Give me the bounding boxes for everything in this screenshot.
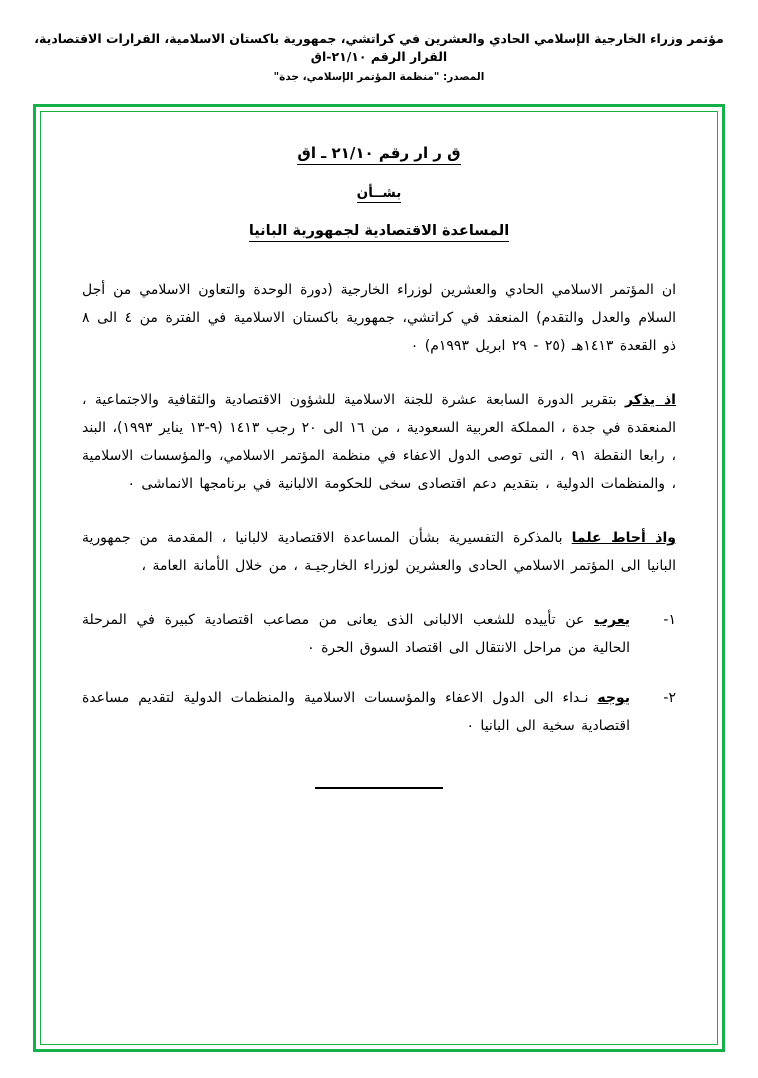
resolution-sub-wrap <box>82 165 676 203</box>
paragraph-1-text: ان المؤتمر الاسلامي الحادي والعشرين لوزراء الخارجية (دورة الوحدة والتعاون الاسلامي من أجل السلام والعدل والتقدم) المنعقد في كراتشي، جمهورية باكستان الاسلامية في الفترة من ٤ الى ٨ ذو القعدة ١٤١٣هـ (٢٥ - ٢٩ ابريل ١٩٩٣م) ٠ <box>82 282 676 354</box>
clause-2-text: نـداء الى الدول الاعفاء والمؤسسات الاسلامية والمنظمات الدولية لتقديم مساعدة اقتصادية سخية الى البانيا ٠ <box>82 690 630 734</box>
clause-1-number: ١- <box>663 612 676 628</box>
resolution-subject: المساعدة الاقتصادية لجمهورية البانيا <box>249 223 509 242</box>
header-source-line: المصدر: "منظمة المؤتمر الإسلامي، جدة" <box>273 71 485 83</box>
clause-item <box>82 684 676 740</box>
clause-2-body <box>82 684 630 740</box>
preamble-paragraph-2 <box>82 386 676 498</box>
clause-2-number: ٢- <box>663 690 676 706</box>
clause-1-text: عن تأييده للشعب الالبانى الذى يعانى من مصاعب اقتصادية كبيرة في المرحلة الحالية من مراحل الانتقال الى اقتصاد السوق الحرة ٠ <box>82 612 630 656</box>
clause-1-body <box>82 606 630 662</box>
end-rule-wrap <box>82 774 676 793</box>
green-border-frame <box>33 104 725 1052</box>
resolution-number-wrap <box>82 143 676 165</box>
title-block <box>82 143 676 242</box>
paragraph-2-text: بتقرير الدورة السابعة عشرة للجنة الاسلامية للشؤون الاقتصادية والثقافية والاجتماعية ، المنعقدة في جدة ، المملكة العربية السعودية ، من ١٦ الى ٢٠ رجب ١٤١٣ (٩-١٣ يناير ١٩٩٣)، البند ، رابعا النقطة ٩١ ، التى توصى الدول الاعفاء في منظمة المؤتمر الاسلامي، والمؤسسات الاسلامية ، والمنظمات الدولية ، بتقديم دعم اقتصادى سخى للحكومة الالبانية في برنامجها الانماشى ٠ <box>82 392 676 492</box>
document-content <box>36 107 722 1049</box>
paragraph-3-text: بالمذكرة التفسيرية بشأن المساعدة الاقتصادية لالبانيا ، المقدمة من جمهورية البانيا الى المؤتمر الاسلامي الحادى والعشرين لوزراء الخارجيـة ، من خلال الأمانة العامة ، <box>82 530 676 574</box>
clause-item <box>82 606 676 662</box>
resolution-subject-label: بشــأن <box>356 185 402 201</box>
paragraph-2-lead: اذ يذكر <box>624 392 676 408</box>
paragraph-3-lead: واذ أحاط علما <box>571 530 676 546</box>
header-citation-line: مؤتمر وزراء الخارجية الإسلامي الحادي والعشرين في كراتشي، جمهورية باكستان الاسلامية، القرارات الاقتصادية، القرار الرقم ٢١/١٠-اق <box>34 31 724 64</box>
resolution-subject-wrap <box>82 203 676 242</box>
preamble-paragraph-3 <box>82 524 676 580</box>
document-header <box>0 30 758 83</box>
end-of-document-rule <box>315 787 443 789</box>
preamble-paragraph-1 <box>82 276 676 360</box>
clause-2-verb: يوجه <box>597 690 630 706</box>
resolution-number: ق ر ار رقم ٢١/١٠ ـ اق <box>297 144 460 165</box>
operative-clauses <box>82 606 676 740</box>
clause-1-verb: يعرب <box>594 612 630 628</box>
